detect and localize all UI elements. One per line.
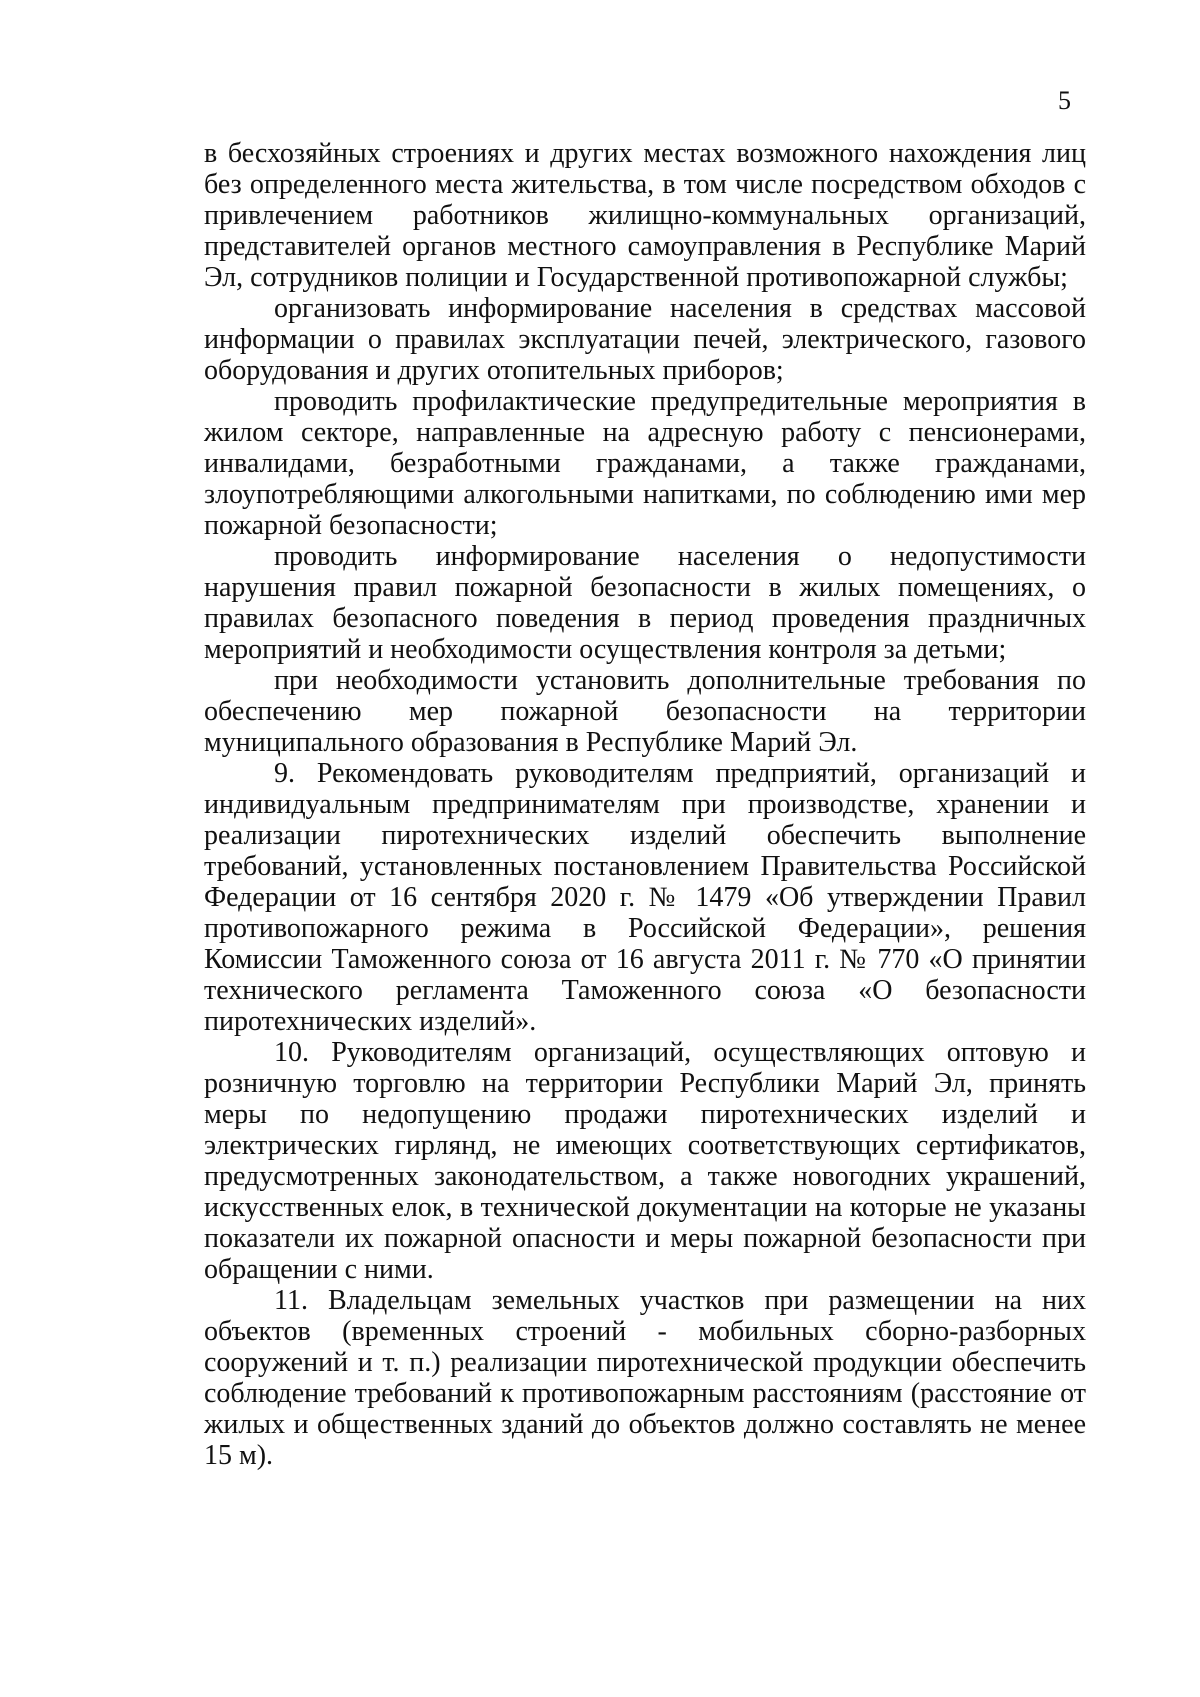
paragraph-preventive-measures: проводить профилактические предупредительные мероприятия в жилом секторе, направленные на адресную работу с пенсионерами, инвалидами, безработными гражданами, а также гражданами, злоупотребляющими алкогольными напитками, по соблюдению ими мер пожарной безопасности; (204, 386, 1086, 541)
paragraph-additional-requirements: при необходимости установить дополнительные требования по обеспечению мер пожарной безопасности на территории муниципального образования в Республике Марий Эл. (204, 665, 1086, 758)
paragraph-item-11: 11. Владельцам земельных участков при размещении на них объектов (временных строений - мобильных сборно-разборных сооружений и т. п.) реализации пиротехнической продукции обеспечить соблюдение требований к противопожарным расстояниям (расстояние от жилых и общественных зданий до объектов должно составлять не менее 15 м). (204, 1285, 1086, 1471)
page-number: 5 (1058, 86, 1071, 115)
paragraph-continuation: в бесхозяйных строениях и других местах возможного нахождения лиц без определенного места жительства, в том числе посредством обходов с привлечением работников жилищно-коммунальных организаций, представителей органов местного самоуправления в Республике Марий Эл, сотрудников полиции и Государственной противопожарной службы; (204, 138, 1086, 293)
paragraph-media-informing: организовать информирование населения в средствах массовой информации о правилах эксплуатации печей, электрического, газового оборудования и других отопительных приборов; (204, 293, 1086, 386)
paragraph-item-10: 10. Руководителям организаций, осуществляющих оптовую и розничную торговлю на территории Республики Марий Эл, принять меры по недопущению продажи пиротехнических изделий и электрических гирлянд, не имеющих соответствующих сертификатов, предусмотренных законодательством, а также новогодних украшений, искусственных елок, в технической документации на которые не указаны показатели их пожарной опасности и меры пожарной безопасности при обращении с ними. (204, 1037, 1086, 1285)
paragraph-item-9: 9. Рекомендовать руководителям предприятий, организаций и индивидуальным предпринимателям при производстве, хранении и реализации пиротехнических изделий обеспечить выполнение требований, установленных постановлением Правительства Российской Федерации от 16 сентября 2020 г. № 1479 «Об утверждении Правил противопожарного режима в Российской Федерации», решения Комиссии Таможенного союза от 16 августа 2011 г. № 770 «О принятии технического регламента Таможенного союза «О безопасности пиротехнических изделий». (204, 758, 1086, 1037)
document-body (204, 138, 1086, 1471)
paragraph-public-informing: проводить информирование населения о недопустимости нарушения правил пожарной безопасности в жилых помещениях, о правилах безопасного поведения в период проведения праздничных мероприятий и необходимости осуществления контроля за детьми; (204, 541, 1086, 665)
